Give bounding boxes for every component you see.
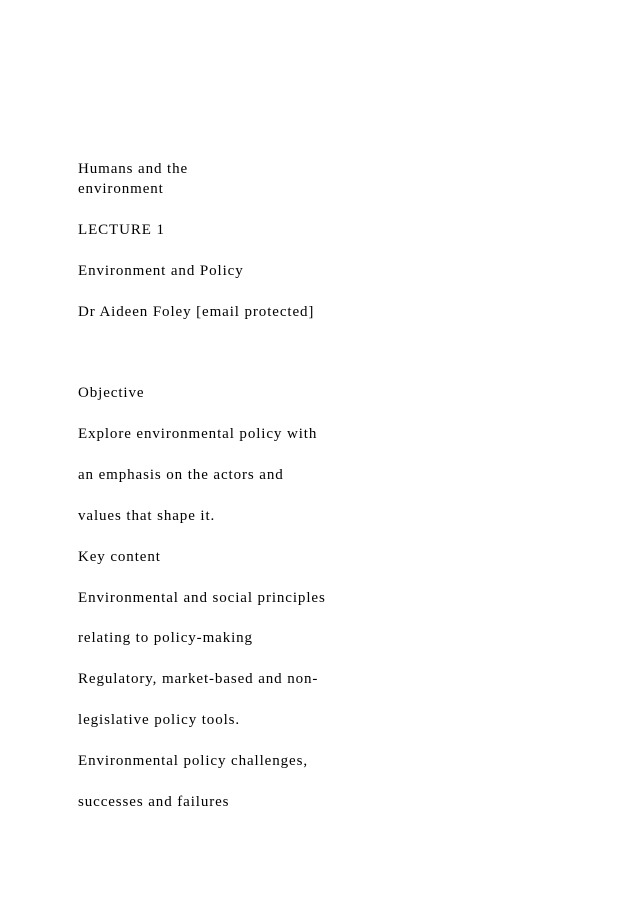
title-line-2: environment bbox=[78, 181, 164, 197]
key-content-line-4: legislative policy tools. bbox=[78, 712, 241, 728]
objective-line-2: an emphasis on the actors and bbox=[78, 467, 284, 483]
key-content-line-6: successes and failures bbox=[78, 794, 230, 810]
key-content-line-5: Environmental policy challenges, bbox=[78, 753, 308, 769]
lecture-subtitle: Environment and Policy bbox=[78, 263, 244, 279]
objective-line-3: values that shape it. bbox=[78, 508, 216, 524]
key-content-heading: Key content bbox=[78, 549, 161, 565]
lecture-label: LECTURE 1 bbox=[78, 222, 165, 238]
key-content-line-1: Environmental and social principles bbox=[78, 590, 326, 606]
objective-heading: Objective bbox=[78, 385, 145, 401]
key-content-line-2: relating to policy-making bbox=[78, 630, 253, 646]
objective-line-1: Explore environmental policy with bbox=[78, 426, 318, 442]
title-line-1: Humans and the bbox=[78, 161, 189, 177]
key-content-line-3: Regulatory, market-based and non- bbox=[78, 671, 319, 687]
author-line: Dr Aideen Foley [email protected] bbox=[78, 304, 315, 320]
